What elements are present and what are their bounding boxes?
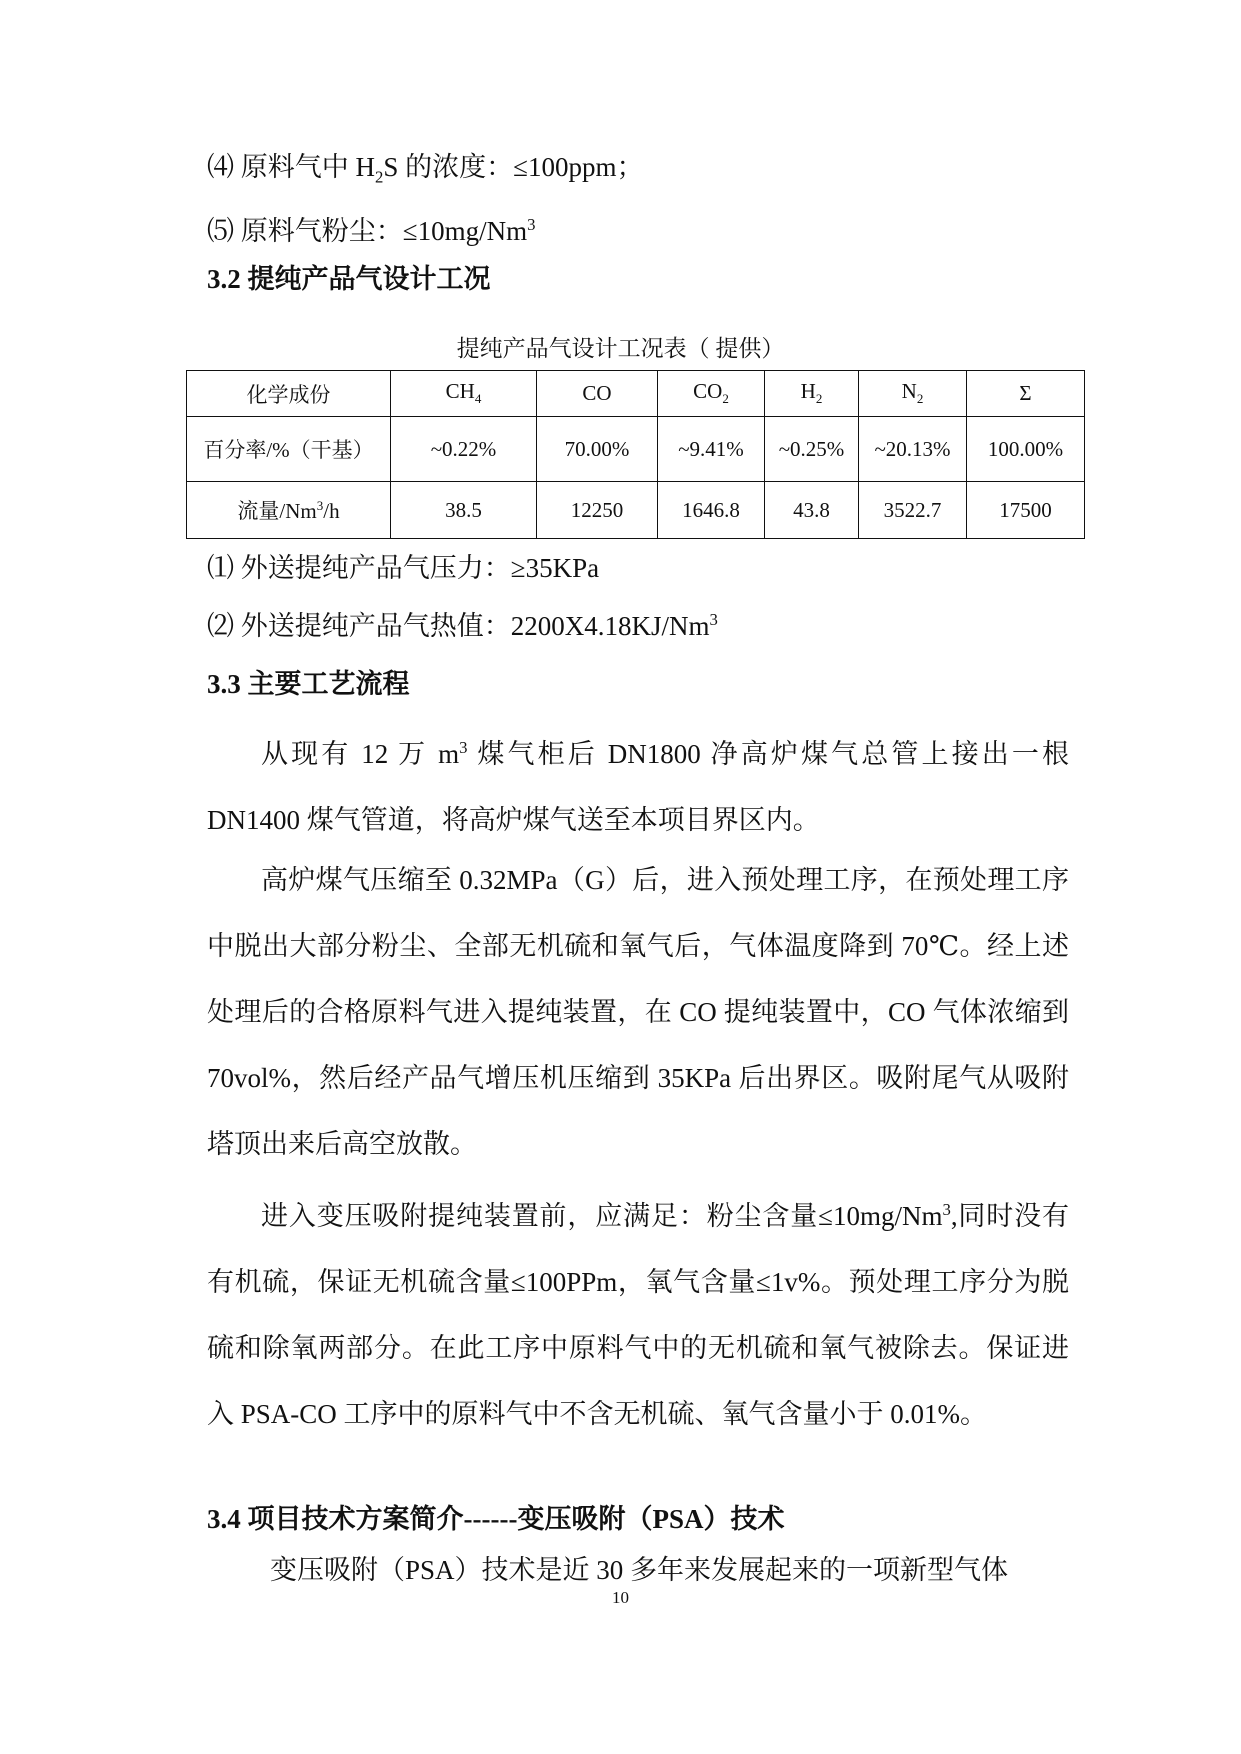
- header-sum: Σ: [967, 371, 1085, 417]
- table-cell: 43.8: [765, 482, 859, 539]
- paragraph-requirements: 进入变压吸附提纯装置前，应满足：粉尘含量$\le 10mg/Nm^3$,同时没有有机硫，保证无机硫含量≤100PPm，氧气含量≤1v%。预处理工序分为脱硫和除氧两部分。在此工序中原料气中的无机硫和氧气被除去。保证进入 PSA-CO 工序中的原料气中不含无机硫、氧气含量小于 0.01%。: [207, 1200, 1070, 1429]
- table-cell: 17500: [967, 482, 1085, 539]
- header-component: 化学成份: [187, 371, 391, 417]
- table-header-row: [187, 371, 1085, 417]
- table-cell: 3522.7: [859, 482, 967, 539]
- header-n2: $N_2$: [859, 371, 967, 417]
- header-h2: $H_2$: [765, 371, 859, 417]
- table-cell: 12250: [537, 482, 658, 539]
- list-item-5: ⑸ 原料气粉尘：$\le 10mg/Nm^3$: [207, 215, 536, 246]
- table-cell: ~20.13%: [859, 417, 967, 482]
- table-cell: 1646.8: [658, 482, 765, 539]
- page-number: 10: [612, 1588, 629, 1607]
- header-ch4: $CH_4$: [391, 371, 537, 417]
- table-cell: 70.00%: [537, 417, 658, 482]
- header-co: CO: [537, 371, 658, 417]
- table-cell: ~9.41%: [658, 417, 765, 482]
- table-row-percentage: [187, 417, 1085, 482]
- header-co2: $CO_2$: [658, 371, 765, 417]
- table-cell: 38.5: [391, 482, 537, 539]
- table-cell: ~0.22%: [391, 417, 537, 482]
- table-cell: 100.00%: [967, 417, 1085, 482]
- design-conditions-table: [186, 370, 1085, 539]
- section-heading-3-3: 3.3 主要工艺流程: [207, 669, 410, 699]
- row-label: 百分率/%（干基）: [187, 417, 391, 482]
- paragraph-gas-source: 从现有 12 万 $m^3$ 煤气柜后 DN1800 净高炉煤气总管上接出一根 DN1400 煤气管道，将高炉煤气送至本项目界区内。: [207, 738, 1069, 835]
- table-row-flow: [187, 482, 1085, 539]
- table-cell: ~0.25%: [765, 417, 859, 482]
- table-caption: 提纯产品气设计工况表（ 提供）: [456, 336, 785, 361]
- paragraph-process: 高炉煤气压缩至 0.32MPa（G）后，进入预处理工序，在预处理工序中脱出大部分粉尘、全部无机硫和氧气后，气体温度降到 70℃。经上述处理后的合格原料气进入提纯装置，在 CO 提纯装置中，CO 气体浓缩到 70vol%，然后经产品气增压机压缩到 35KPa 后出界区。吸附尾气从吸附塔顶出来后高空放散。: [207, 865, 1069, 1159]
- list-item-1: ⑴ 外送提纯产品气压力：≥35KPa: [207, 553, 600, 583]
- section-heading-3-2: 3.2 提纯产品气设计工况: [207, 264, 491, 294]
- list-item-4: ⑷ 原料气中 $H_2S$ 的浓度：≤100ppm；: [207, 152, 644, 187]
- paragraph-psa-intro: 变压吸附（PSA）技术是近 30 多年来发展起来的一项新型气体: [270, 1555, 1009, 1585]
- list-item-2: ⑵ 外送提纯产品气热值：2200X4.18KJ/Nm$^3$: [207, 610, 718, 641]
- row-label: 流量/Nm$^3$/h: [187, 482, 391, 539]
- section-heading-3-4: 3.4 项目技术方案简介------变压吸附（PSA）技术: [207, 1504, 785, 1534]
